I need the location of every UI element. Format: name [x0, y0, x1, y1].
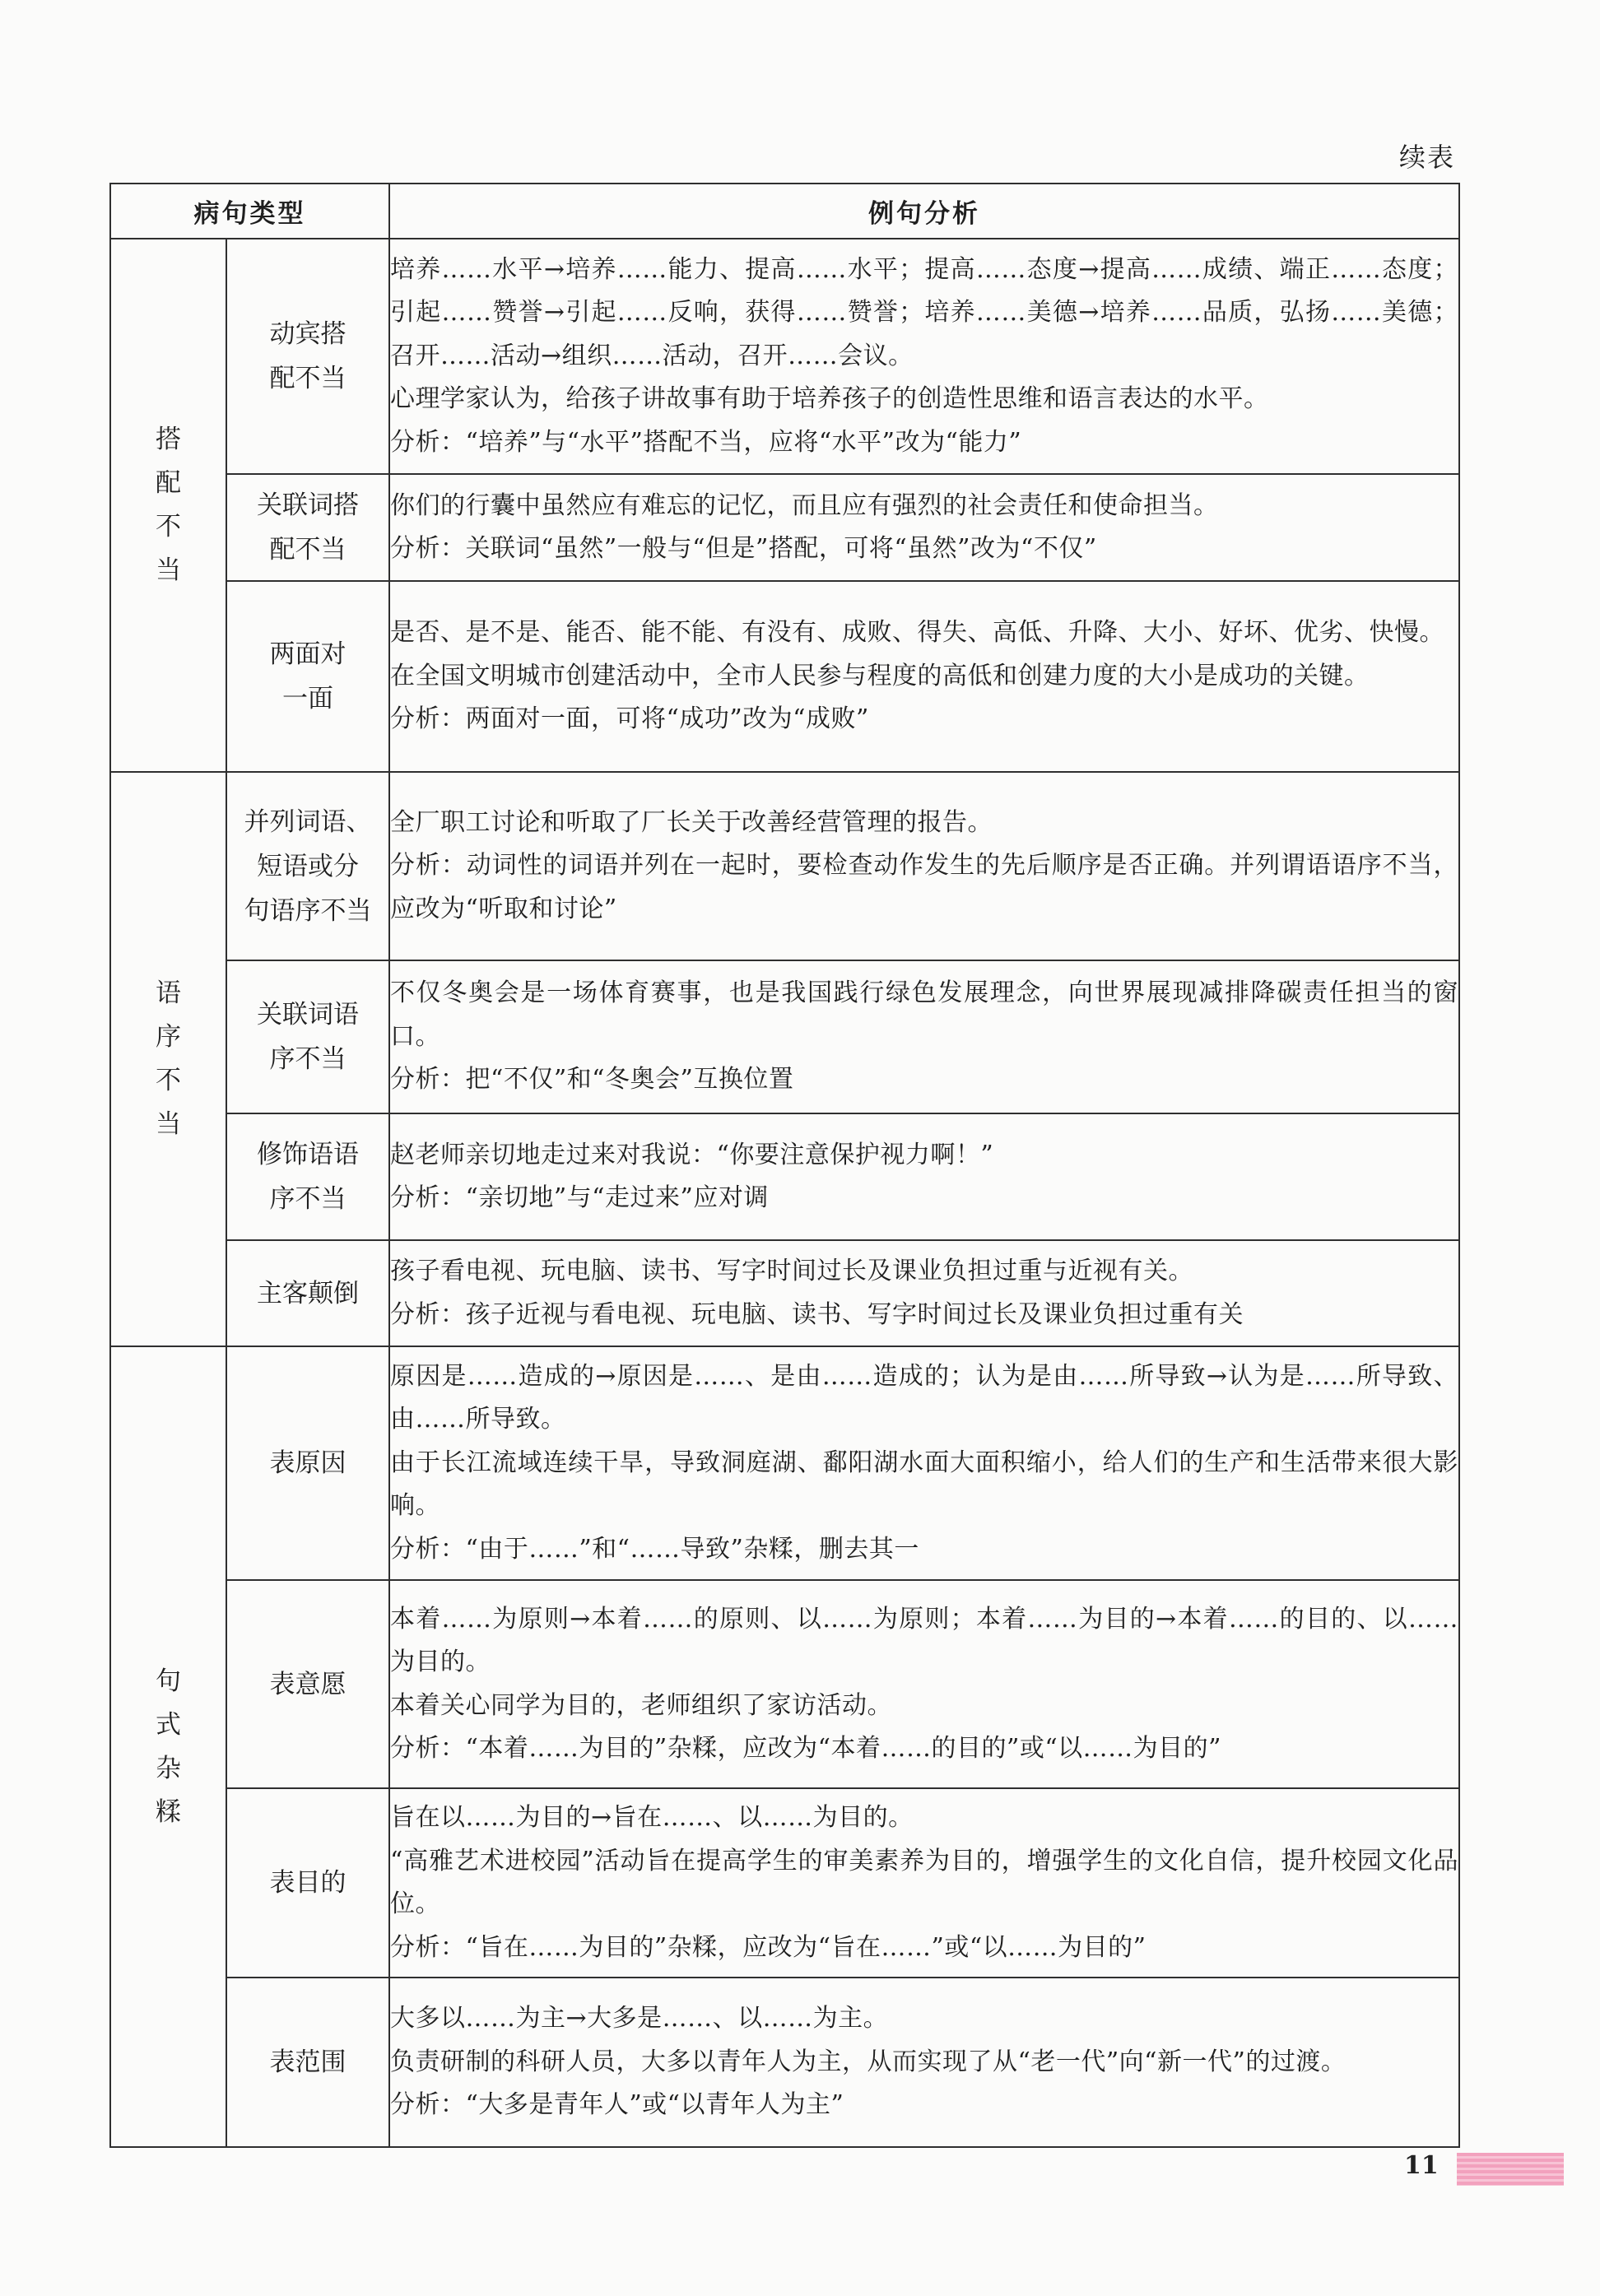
example-text: 旨在以……为目的→旨在……、以……为目的。 — [390, 1803, 914, 1832]
table-row — [110, 772, 1459, 960]
subtype-label: 两面对 — [269, 639, 347, 669]
example-text: 在全国文明城市创建活动中，全市人民参与程度的高低和创建力度的大小是成功的关键。 — [390, 661, 1370, 690]
category-char: 配 — [156, 468, 181, 498]
analysis-text: 分析：“旨在……为目的”杂糅，应改为“旨在……”或“以……为目的” — [390, 1932, 1147, 1962]
example-cell — [389, 1978, 1459, 2147]
subtype-label: 修饰语语 — [257, 1140, 359, 1169]
page-corner-stripe — [1457, 2153, 1564, 2186]
example-cell — [389, 474, 1459, 581]
example-text: 培养……水平→培养……能力、提高……水平；提高……态度→提高……成绩、端正……态度；引起……赞誉→引起……反响，获得……赞誉；培养……美德→培养……品质，弘扬……美德；召开……活动→组织……活动，召开……会议。 — [390, 254, 1458, 370]
table-row — [110, 1240, 1459, 1346]
category-char: 杂 — [156, 1753, 181, 1783]
subtype-label: 动宾搭 — [269, 319, 347, 349]
category-char: 不 — [156, 1066, 181, 1095]
example-cell — [389, 1346, 1459, 1580]
subtype-label: 主客颠倒 — [257, 1278, 359, 1308]
category-char: 句 — [156, 1666, 181, 1696]
analysis-text: 分析：关联词“虽然”一般与“但是”搭配，可将“虽然”改为“不仅” — [390, 534, 1097, 563]
category-cell — [110, 772, 226, 1346]
analysis-text: 分析：“本着……为目的”杂糅，应改为“本着……的目的”或“以……为目的” — [390, 1734, 1222, 1763]
example-text: 是否、是不是、能否、能不能、有没有、成败、得失、高低、升降、大小、好坏、优劣、快慢。 — [390, 618, 1444, 648]
subtype-label: 配不当 — [269, 535, 347, 565]
table-row — [110, 960, 1459, 1113]
example-cell — [389, 1240, 1459, 1346]
subtype-cell — [226, 239, 389, 474]
subtype-cell — [226, 474, 389, 581]
example-text: 不仅冬奥会是一场体育赛事，也是我国践行绿色发展理念，向世界展现减排降碳责任担当的窗口。 — [390, 978, 1458, 1051]
table-row — [110, 581, 1459, 772]
analysis-text: 分析：把“不仅”和“冬奥会”互换位置 — [390, 1065, 794, 1095]
analysis-text: 分析：两面对一面，可将“成功”改为“成败” — [390, 704, 869, 734]
subtype-label: 表目的 — [269, 1868, 347, 1898]
example-text: “高雅艺术进校园”活动旨在提高学生的审美素养为目的，增强学生的文化自信，提升校园文化品位。 — [390, 1846, 1458, 1918]
example-text: 本着关心同学为目的，老师组织了家访活动。 — [390, 1690, 892, 1720]
category-char: 当 — [156, 555, 181, 585]
table-body — [110, 239, 1459, 2147]
subtype-cell — [226, 1580, 389, 1788]
table-row — [110, 1113, 1459, 1240]
analysis-text: 分析：“培养”与“水平”搭配不当，应将“水平”改为“能力” — [390, 427, 1022, 457]
subtype-cell — [226, 1346, 389, 1580]
category-char: 当 — [156, 1109, 181, 1139]
subtype-label: 表意愿 — [269, 1669, 347, 1699]
analysis-text: 分析：孩子近视与看电视、玩电脑、读书、写字时间过长及课业负担过重有关 — [390, 1299, 1244, 1329]
example-text: 由于长江流域连续干旱，导致洞庭湖、鄱阳湖水面大面积缩小，给人们的生产和生活带来很大影响。 — [390, 1448, 1458, 1521]
category-cell — [110, 1346, 226, 2147]
example-text: 孩子看电视、玩电脑、读书、写字时间过长及课业负担过重与近视有关。 — [390, 1257, 1193, 1285]
example-text: 本着……为原则→本着……的原则、以……为原则；本着……为目的→本着……的目的、以……为目的。 — [390, 1604, 1458, 1676]
example-text: 心理学家认为，给孩子讲故事有助于培养孩子的创造性思维和语言表达的水平。 — [390, 384, 1269, 414]
continued-label: 续表 — [1398, 142, 1455, 173]
subtype-label: 序不当 — [269, 1044, 347, 1074]
table-row — [110, 474, 1459, 581]
analysis-text: 分析：“亲切地”与“走过来”应对调 — [390, 1183, 769, 1212]
category-char: 搭 — [156, 425, 181, 454]
table-row — [110, 1788, 1459, 1978]
example-cell — [389, 1580, 1459, 1788]
page-number: 11 — [1404, 2151, 1439, 2180]
subtype-label: 关联词搭 — [257, 490, 359, 520]
subtype-label: 表原因 — [269, 1448, 347, 1478]
category-char: 不 — [156, 512, 181, 541]
example-text: 大多以……为主→大多是……、以……为主。 — [390, 2004, 889, 2033]
example-text: 你们的行囊中虽然应有难忘的记忆，而且应有强烈的社会责任和使命担当。 — [390, 490, 1219, 520]
subtype-cell — [226, 581, 389, 772]
table-row — [110, 1580, 1459, 1788]
subtype-label: 并列词语、 — [244, 806, 372, 837]
example-cell — [389, 960, 1459, 1113]
analysis-text: 分析：动词性的词语并列在一起时，要检查动作发生的先后顺序是否正确。并列谓语语序不当，应改为“听取和讨论” — [390, 851, 1458, 923]
subtype-label: 表范围 — [269, 2047, 347, 2077]
subtype-label: 句语序不当 — [244, 895, 372, 926]
example-cell — [389, 1788, 1459, 1978]
example-text: 负责研制的科研人员，大多以青年人为主，从而实现了从“老一代”向“新一代”的过渡。 — [390, 2047, 1347, 2076]
subtype-label: 一面 — [282, 684, 333, 713]
subtype-cell — [226, 1240, 389, 1346]
table-row — [110, 239, 1459, 474]
category-char: 语 — [156, 978, 181, 1008]
category-cell — [110, 239, 226, 772]
subtype-label: 序不当 — [269, 1184, 347, 1214]
subtype-cell — [226, 772, 389, 960]
subtype-cell — [226, 960, 389, 1113]
category-char: 式 — [156, 1709, 181, 1740]
example-text: 原因是……造成的→原因是……、是由……造成的；认为是由……所导致→认为是……所导致、由……所导致。 — [390, 1361, 1458, 1434]
category-char: 糅 — [156, 1796, 181, 1827]
example-cell — [389, 581, 1459, 772]
subtype-cell — [226, 1978, 389, 2147]
table-row — [110, 1346, 1459, 1580]
example-cell — [389, 239, 1459, 474]
subtype-label: 短语或分 — [257, 851, 359, 881]
analysis-text: 分析：“由于……”和“……导致”杂糅，删去其一 — [390, 1534, 919, 1564]
category-char: 序 — [156, 1022, 181, 1052]
header-example: 例句分析 — [389, 184, 1459, 239]
subtype-label: 配不当 — [269, 364, 347, 393]
sentence-error-table — [109, 183, 1460, 2148]
example-text: 赵老师亲切地走过来对我说：“你要注意保护视力啊！” — [390, 1140, 994, 1169]
analysis-text: 分析：“大多是青年人”或“以青年人为主” — [390, 2090, 844, 2120]
example-cell — [389, 1113, 1459, 1240]
subtype-cell — [226, 1788, 389, 1978]
subtype-cell — [226, 1113, 389, 1240]
example-cell — [389, 772, 1459, 960]
header-type: 病句类型 — [110, 184, 389, 239]
example-text: 全厂职工讨论和听取了厂长关于改善经营管理的报告。 — [390, 807, 993, 837]
table-row — [110, 1978, 1459, 2147]
subtype-label: 关联词语 — [257, 1000, 359, 1029]
